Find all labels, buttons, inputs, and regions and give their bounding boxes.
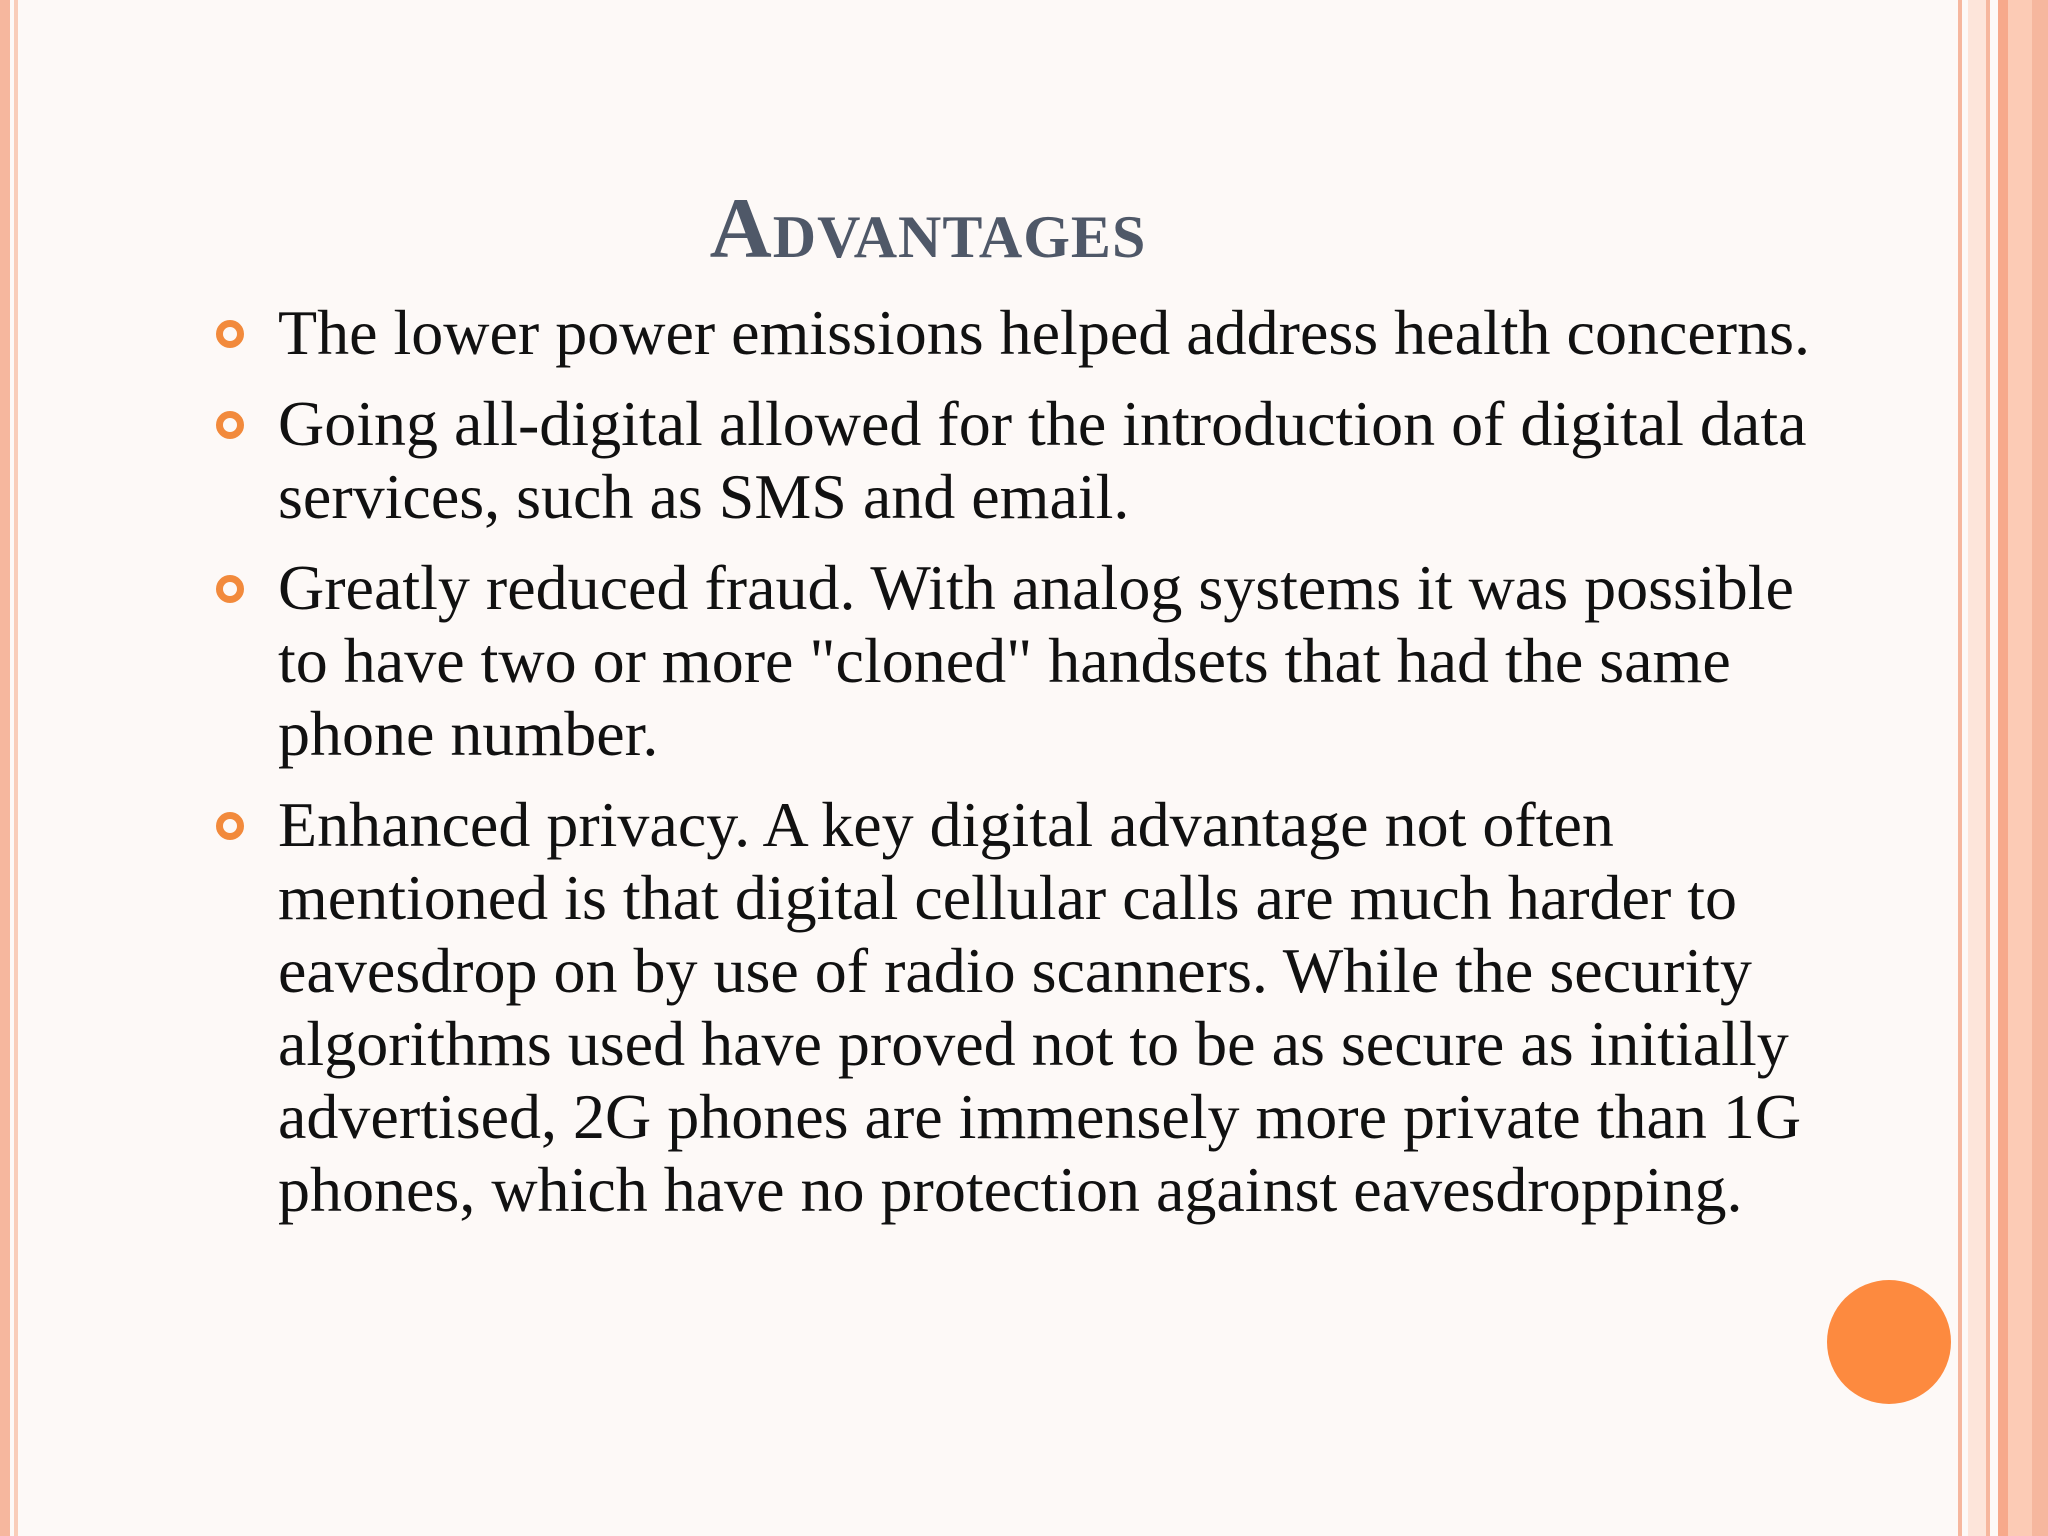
right-border-band [1968, 0, 1986, 1536]
slide-title: Advantages [709, 180, 1147, 276]
bullet-text: Greatly reduced fraud. With analog systems it was possible to have two or more "cloned" handsets that had the same phone number. [278, 552, 1794, 769]
bullet-item [278, 387, 1838, 533]
bullet-circle-icon [216, 411, 244, 439]
bullet-text: Going all-digital allowed for the introduction of digital data services, such as SMS and email. [278, 388, 1807, 532]
right-border-line [1998, 0, 2008, 1536]
bullet-circle-icon [216, 575, 244, 603]
bullet-text: The lower power emissions helped address health concerns. [278, 297, 1810, 368]
bullet-circle-icon [216, 320, 244, 348]
right-border-line [1958, 0, 1962, 1536]
right-border-edge [2032, 0, 2048, 1536]
bullet-item [278, 788, 1838, 1226]
bullet-list [278, 296, 1838, 1244]
orange-circle-decoration [1827, 1280, 1951, 1404]
right-border-band [2008, 0, 2032, 1536]
right-border-line [1986, 0, 1990, 1536]
bullet-item [278, 551, 1838, 770]
bullet-circle-icon [216, 812, 244, 840]
bullet-item [278, 296, 1838, 369]
bullet-text: Enhanced privacy. A key digital advantage not often mentioned is that digital cellular calls are much harder to eavesdrop on by use of radio scanners. While the security algorithms used have proved not to be as secure as initially advertised, 2G phones are immensely more private than 1G phones, which have no protection against eavesdropping. [278, 789, 1802, 1225]
